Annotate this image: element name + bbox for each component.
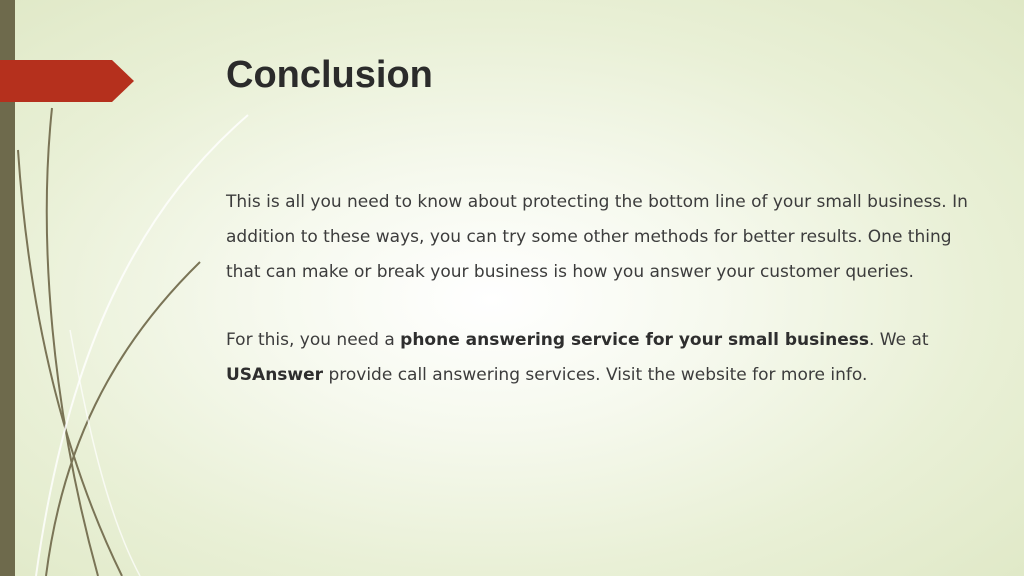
brand-name: USAnswer (226, 365, 324, 385)
paragraph-cta (226, 323, 986, 393)
cta-text-after: provide call answering services. Visit the website for more info. (323, 365, 868, 385)
slide-body (226, 185, 986, 426)
arrow-marker-icon (0, 60, 134, 102)
cta-text-before: For this, you need a (226, 330, 401, 350)
slide-title: Conclusion (226, 54, 433, 96)
paragraph-intro: This is all you need to know about protecting the bottom line of your small business. In addition to these ways, you can try some other methods for better results. One thing that can make or break your business is how you answer your customer queries. (226, 192, 968, 282)
cta-text-middle: . We at (868, 330, 929, 350)
service-link[interactable]: phone answering service for your small business (400, 330, 869, 350)
